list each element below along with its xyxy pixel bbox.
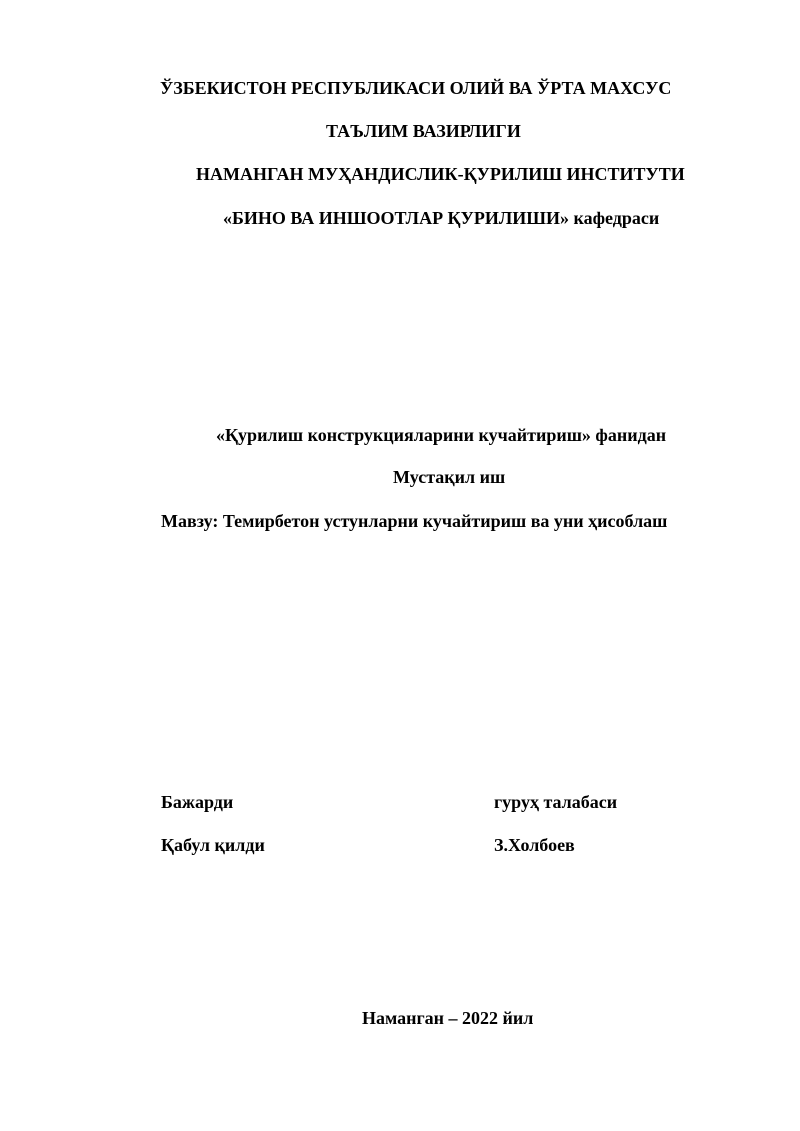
performed-label: Бажарди (161, 792, 234, 812)
topic-line: Мавзу: Темирбетон устунларни кучайтириш ва уни ҳисоблаш (161, 511, 668, 531)
city-year: Наманган – 2022 йил (362, 1008, 534, 1028)
work-type: Мустақил иш (393, 467, 506, 487)
subject-line: «Қурилиш конструкцияларини кучайтириш» фанидан (216, 425, 667, 445)
ministry-line-1: ЎЗБЕКИСТОН РЕСПУБЛИКАСИ ОЛИЙ ВА ЎРТА МАХСУС (160, 78, 672, 98)
department-name: «БИНО ВА ИНШООТЛАР ҚУРИЛИШИ» кафедраси (223, 208, 660, 228)
institute-name: НАМАНГАН МУҲАНДИСЛИК-ҚУРИЛИШ ИНСТИТУТИ (196, 164, 685, 184)
performed-value: гуруҳ талабаси (494, 792, 618, 812)
accepted-label: Қабул қилди (161, 835, 265, 855)
ministry-line-2: ТАЪЛИМ ВАЗИРЛИГИ (326, 121, 521, 141)
accepted-value: З.Холбоев (494, 835, 575, 855)
